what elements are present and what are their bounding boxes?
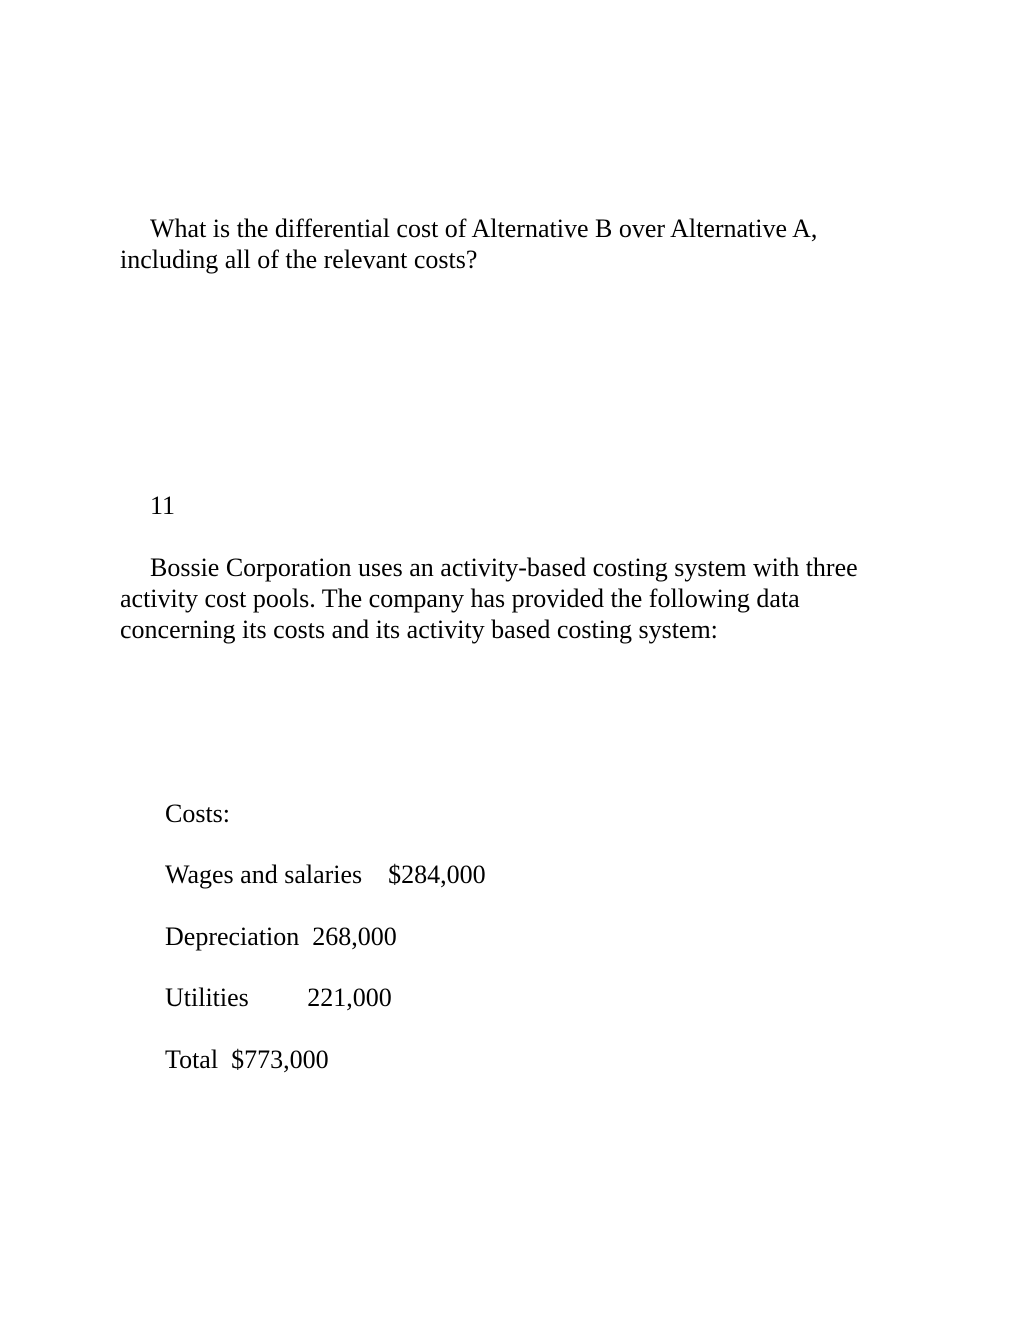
cost-row-depreciation <box>165 921 397 952</box>
cost-value: 221,000 <box>307 983 392 1012</box>
question-text <box>120 213 900 275</box>
cost-label: Utilities <box>165 983 249 1012</box>
cost-row-utilities <box>165 982 392 1013</box>
problem-description-content: Bossie Corporation uses an activity-based costing system with three activity cost pools. The company has provided the following data concerning its costs and its activity based costing system: <box>120 553 858 644</box>
cost-value: $284,000 <box>388 860 486 889</box>
question-text-content: What is the differential cost of Alternative B over Alternative A, including all of the relevant costs? <box>120 214 818 274</box>
cost-row-total <box>165 1044 329 1075</box>
cost-label: Depreciation <box>165 922 300 951</box>
cost-label: Wages and salaries <box>165 860 363 889</box>
cost-row-wages <box>165 859 486 890</box>
costs-heading: Costs: <box>165 799 231 828</box>
cost-value: $773,000 <box>231 1045 329 1074</box>
problem-number: 11 <box>150 491 176 520</box>
cost-value: 268,000 <box>312 922 397 951</box>
problem-description <box>120 552 900 645</box>
cost-label: Total <box>165 1045 219 1074</box>
